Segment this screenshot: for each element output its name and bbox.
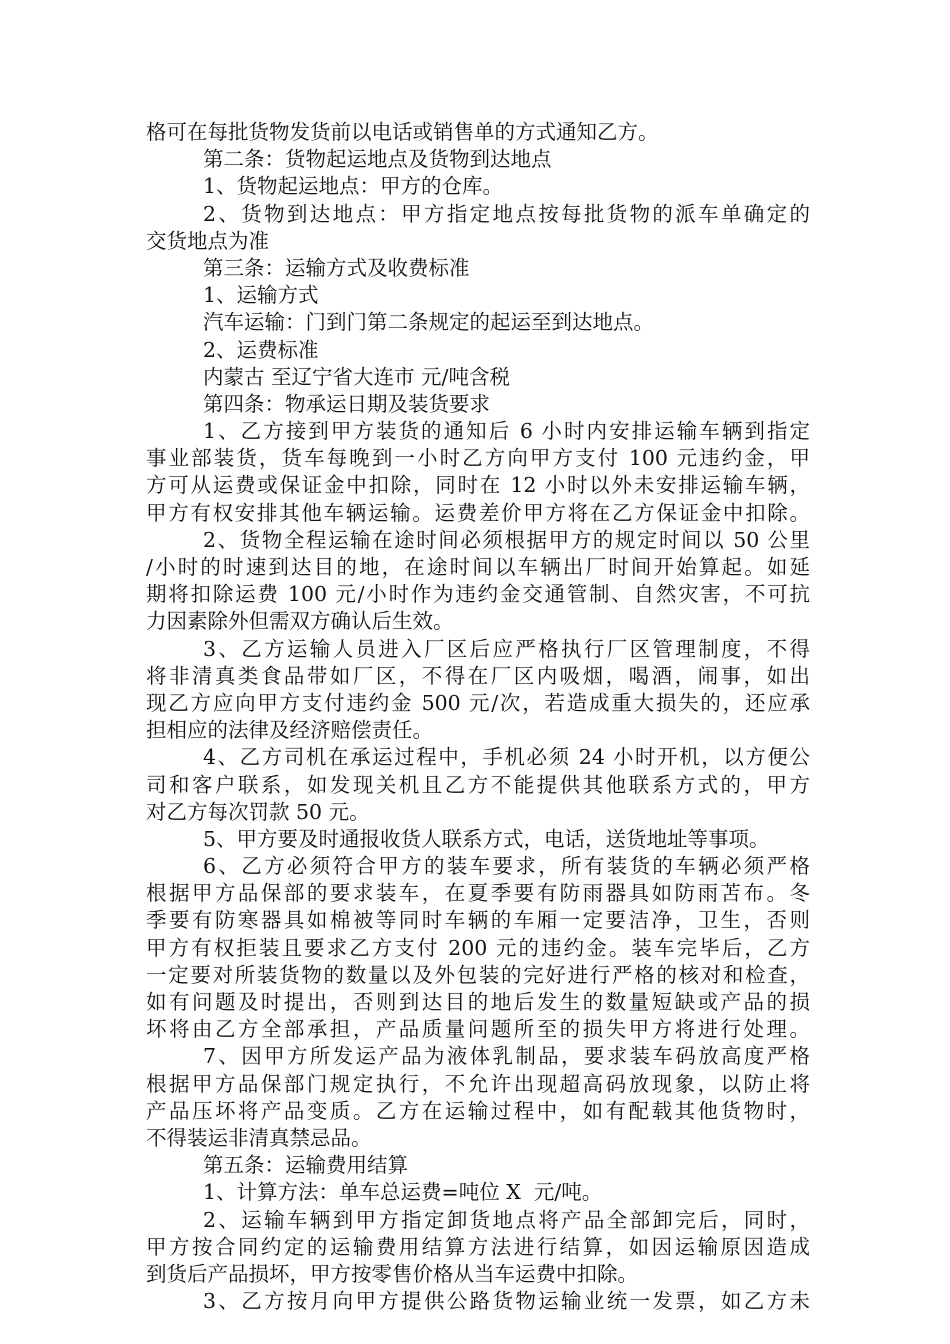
section-heading-2: 第二条：货物起运地点及货物到达地点 (203, 147, 552, 172)
paragraph-line: 担相应的法律及经济赔偿责任。 (146, 718, 433, 743)
paragraph-line: 3、乙方按月向甲方提供公路货物运输业统一发票，如乙方未 (203, 1289, 810, 1314)
section-heading-5: 第五条：运输费用结算 (203, 1153, 408, 1178)
paragraph-line: 2、运费标准 (203, 337, 319, 362)
paragraph-line: 根据甲方品保部门规定执行，不允许出现超高码放现象，以防止将 (146, 1071, 810, 1096)
paragraph-line: 内蒙古 至辽宁省大连市 元/吨含税 (203, 364, 510, 389)
paragraph-line: 司和客户联系，如发现关机且乙方不能提供其他联系方式的，甲方 (146, 772, 810, 797)
paragraph-line: 一定要对所装货物的数量以及外包装的完好进行严格的核对和检查， (146, 962, 810, 987)
paragraph-line: 不得装运非清真禁忌品。 (146, 1125, 372, 1150)
paragraph-line: 5、甲方要及时通报收货人联系方式，电话，送货地址等事项。 (203, 826, 770, 851)
paragraph-line: 甲方有权安排其他车辆运输。运费差价甲方将在乙方保证金中扣除。 (146, 500, 810, 525)
paragraph-line: 1、货物起运地点：甲方的仓库。 (203, 174, 504, 199)
paragraph-line: 6、乙方必须符合甲方的装车要求，所有装货的车辆必须严格 (203, 854, 810, 879)
paragraph-line: 1、运输方式 (203, 283, 319, 308)
paragraph-line: 根据甲方品保部的要求装车，在夏季要有防雨器具如防雨苫布。冬 (146, 881, 810, 906)
paragraph-line: 如有问题及时提出，否则到达目的地后发生的数量短缺或产品的损 (146, 990, 810, 1014)
paragraph-line: 2、货物全程运输在途时间必须根据甲方的规定时间以 50 公里 (203, 527, 810, 552)
section-heading-4: 第四条：物承运日期及装货要求 (203, 391, 490, 416)
paragraph-line: 1、乙方接到甲方装货的通知后 6 小时内安排运输车辆到指定 (203, 419, 810, 444)
paragraph-line: 坏将由乙方全部承担，产品质量问题所至的损失甲方将进行处理。 (146, 1017, 810, 1042)
paragraph-line: 4、乙方司机在承运过程中，手机必须 24 小时开机，以方便公 (203, 745, 810, 770)
paragraph-line: 7、因甲方所发运产品为液体乳制品，要求装车码放高度严格 (203, 1044, 810, 1069)
paragraph-line: 期将扣除运费 100 元/小时作为违约金交通管制、自然灾害，不可抗 (146, 582, 810, 607)
paragraph-line: 现乙方应向甲方支付违约金 500 元/次，若造成重大损失的，还应承 (146, 690, 810, 715)
paragraph-line: 3、乙方运输人员进入厂区后应严格执行厂区管理制度，不得 (203, 636, 810, 661)
paragraph-line: 对乙方每次罚款 50 元。 (146, 799, 370, 824)
paragraph-line: 力因素除外但需双方确认后生效。 (146, 609, 454, 634)
paragraph-line: 格可在每批货物发货前以电话或销售单的方式通知乙方。 (146, 120, 659, 144)
paragraph-line: 2、货物到达地点：甲方指定地点按每批货物的派车单确定的 (203, 201, 810, 226)
paragraph-line: 2、运输车辆到甲方指定卸货地点将产品全部卸完后，同时， (203, 1207, 810, 1232)
document-body (146, 119, 810, 1315)
paragraph-line: 事业部装货，货车每晚到一小时乙方向甲方支付 100 元违约金，甲 (146, 446, 810, 471)
paragraph-line: 将非清真类食品带如厂区，不得在厂区内吸烟，喝酒，闹事，如出 (146, 663, 810, 688)
section-heading-3: 第三条：运输方式及收费标准 (203, 255, 470, 280)
paragraph-line: 产品压坏将产品变质。乙方在运输过程中，如有配载其他货物时， (146, 1098, 810, 1123)
paragraph-line: 甲方按合同约定的运输费用结算方法进行结算，如因运输原因造成 (146, 1234, 810, 1259)
paragraph-line: 交货地点为准 (146, 228, 269, 253)
paragraph-line: 1、计算方法：单车总运费=吨位 X 元/吨。 (203, 1180, 603, 1205)
paragraph-line: 季要有防寒器具如棉被等同时车辆的车厢一定要洁净，卫生，否则 (146, 908, 810, 933)
paragraph-line: 甲方有权拒装且要求乙方支付 200 元的违约金。装车完毕后，乙方 (146, 935, 810, 960)
paragraph-line: 汽车运输：门到门第二条规定的起运至到达地点。 (203, 310, 654, 335)
paragraph-line: 到货后产品损坏，甲方按零售价格从当车运费中扣除。 (146, 1261, 638, 1286)
paragraph-line: 方可从运费或保证金中扣除，同时在 12 小时以外未安排运输车辆， (146, 473, 810, 498)
paragraph-line: /小时的时速到达目的地，在途时间以车辆出厂时间开始算起。如延 (146, 555, 810, 579)
